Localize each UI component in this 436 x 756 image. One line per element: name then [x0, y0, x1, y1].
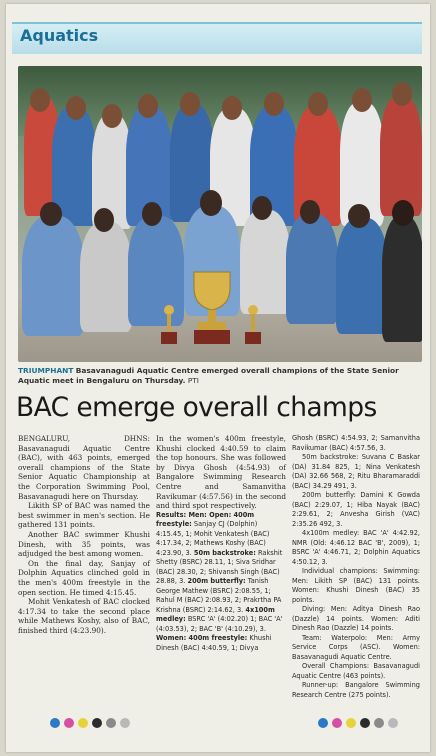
photo-head: [252, 196, 272, 220]
results-line: Overall Champions: Basavanagudi Aquatic Centre (463 points).: [292, 662, 420, 680]
trophy-icon: [182, 266, 242, 346]
photo-person: [382, 216, 422, 342]
photo-head: [40, 202, 62, 226]
trophy-icon: [242, 304, 264, 346]
article-paragraph: On the final day, Sanjay of Dolphin Aquatics clinched gold in the men's 400m freestyle in the open section. He timed 4:15.45.: [18, 558, 150, 597]
results-text: Sanjay CJ (Dolphin) 4:15.45, 1; Mohit Venkatesh (BAC) 4:17.34, 2; Mathews Koshy (BAC) 4:23.90, 3.: [156, 520, 270, 557]
photo-head: [66, 96, 86, 120]
results-line: 50m backstroke: Suvana C Baskar (DA) 31.84 825, 1; Nina Venkatesh (DA) 32.66 568, 2; Ritu Bharamaraddi (BAC) 34.29 491, 3.: [292, 453, 420, 490]
color-registration-dots-right: [318, 718, 398, 728]
article-column-2: [156, 434, 286, 653]
registration-dot: [78, 718, 88, 728]
photo-head: [300, 200, 320, 224]
article-column-1: [18, 434, 150, 635]
results-line: Diving: Men: Aditya Dinesh Rao (Dazzle) 14 points. Women: Aditi Dinesh Rao (Dazzle) 14 points.: [292, 605, 420, 632]
results-line: Team: Waterpolo: Men: Army Service Corps (ASC). Women: Basavanagudi Aquatic Centre.: [292, 633, 420, 661]
women-heading: Women: 400m freestyle:: [156, 634, 248, 643]
medley-text: BSRC 'A' (4:02.20) 1; BAC 'A' (4:03.53), 2; BAC 'B' (4:10.29), 3.: [156, 615, 283, 633]
results-line: 200m butterfly: Damini K Gowda (BAC) 2:29.07, 1; Hiba Nayak (BAC) 2:29.61, 2; Anvesha Girish (VAC) 2:35.26 492, 3.: [292, 491, 420, 528]
article-paragraph: Mohit Venkatesh of BAC clocked 4:17.34 to take the second place while Mathews Koshy, also of BAC, finished third (4:23.90).: [18, 597, 150, 635]
photo-head: [138, 94, 158, 118]
article-column-3: [292, 434, 420, 700]
photo-person: [240, 210, 290, 314]
results-line: Runner-up: Bangalore Swimming Research Centre (275 points).: [292, 681, 420, 699]
registration-dot: [346, 718, 356, 728]
team-photo: [18, 66, 422, 362]
registration-dot: [360, 718, 370, 728]
registration-dot: [64, 718, 74, 728]
trophy-icon: [158, 304, 180, 346]
article-headline: BAC emerge overall champs: [16, 392, 377, 423]
photo-caption: [18, 366, 422, 386]
photo-head: [264, 92, 284, 116]
registration-dot: [106, 718, 116, 728]
butterfly-text: Tanish George Mathew (BSRC) 2:08.55, 1; Rahul M (BAC) 2:08.93, 2; Prakrtha PA Krishna (BSRC) 2:14.62, 3.: [156, 577, 282, 614]
registration-dot: [374, 718, 384, 728]
article-paragraph: Likith SP of BAC was named the best swimmer in men's section. He gathered 131 points.: [18, 501, 150, 530]
color-registration-dots-left: [50, 718, 130, 728]
photo-head: [94, 208, 114, 232]
photo-person: [22, 216, 84, 336]
results-line: Ghosh (BSRC) 4:54.93, 2; Samanvitha Ravikumar (BAC) 4:57.56, 3.: [292, 434, 420, 452]
caption-text: Basavanagudi Aquatic Centre emerged overall champions of the State Senior Aquatic meet in Bengaluru on Thursday.: [18, 366, 399, 385]
photo-head: [348, 204, 370, 228]
photo-person: [286, 214, 338, 324]
caption-tag: TRIUMPHANT: [18, 366, 74, 375]
registration-dot: [92, 718, 102, 728]
women-text: Khushi Dinesh (BAC) 4:40.59, 1; Divya: [156, 634, 272, 652]
registration-dot: [50, 718, 60, 728]
photo-person: [380, 96, 422, 216]
photo-head: [392, 82, 412, 106]
photo-head: [308, 92, 328, 116]
article-paragraph: Another BAC swimmer Khushi Dinesh, with 35 points, was adjudged the best among women.: [18, 529, 150, 559]
photo-head: [200, 190, 222, 216]
photo-head: [30, 88, 50, 112]
photo-person: [336, 218, 388, 334]
photo-head: [180, 92, 200, 116]
photo-person: [80, 222, 132, 332]
caption-credit: PTI: [187, 376, 199, 385]
butterfly-heading: 200m butterfly:: [187, 577, 246, 586]
backstroke-heading: 50m backstroke:: [193, 548, 256, 557]
results-heading: Results: Men: Open: 400m freestyle:: [156, 510, 255, 529]
photo-head: [222, 96, 242, 120]
backstroke-text: Rakshit Shetty (BSRC) 28.11, 1; Siva Sridhar (BAC) 28.30, 2; Shivansh Singh (BAC) 28.88, 3.: [156, 548, 283, 586]
results-line: 4x100m medley: BAC 'A' 4:42.92, NMR (Old: 4:46.12 BAC 'B', 2009), 1; BSRC 'A' 4:46.71, 2; Dolphin Aquatics 4:50.12, 3.: [292, 529, 420, 566]
photo-head: [392, 200, 414, 226]
photo-head: [102, 104, 122, 128]
article-paragraph: In the women's 400m freestyle, Khushi clocked 4:40.59 to claim the top honours. She was followed by Divya Ghosh (4:54.93) of Bangalore Swimming Research Centre and Samanvitha Ravikumar (4:57.56) in the second and third spot respectively.: [156, 434, 286, 511]
registration-dot: [332, 718, 342, 728]
registration-dot: [120, 718, 130, 728]
article-paragraph: BENGALURU, DHNS: Basavanagudi Aquatic Centre (BAC), with 463 points, emerged overall champions of the State Senior Aquatic Championship at the Corporation Swimming Pool, Basavanagudi here on Thursday.: [18, 434, 150, 501]
photo-head: [352, 88, 372, 112]
registration-dot: [318, 718, 328, 728]
photo-head: [142, 202, 162, 226]
section-title: Aquatics: [20, 26, 99, 45]
registration-dot: [388, 718, 398, 728]
results-line: Individual champions: Swimming: Men: Likith SP (BAC) 131 points. Women: Khushi Dinesh (BAC) 35 points.: [292, 567, 420, 604]
medley-heading: 4x100m medley:: [156, 605, 275, 624]
